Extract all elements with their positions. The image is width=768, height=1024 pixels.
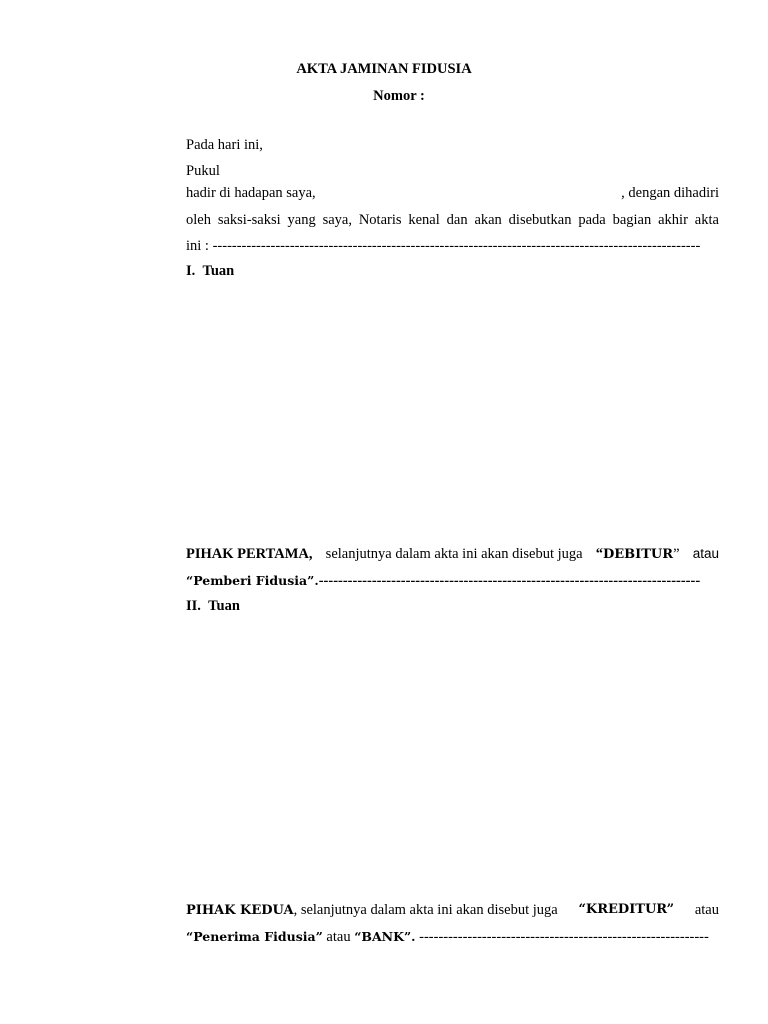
witness-word: Notaris	[358, 212, 402, 228]
party1-atau: atau	[692, 546, 719, 561]
party2-dashes: ------------------------------------------------------------	[419, 929, 709, 945]
witness-word: yang	[287, 212, 316, 228]
witness-word: oleh	[186, 212, 211, 228]
party1-heading-number: I.	[186, 263, 196, 279]
party2-text: , selanjutnya dalam akta ini akan disebut juga	[293, 902, 558, 918]
party1-alias-quote-close: ”	[673, 546, 680, 562]
party1-dashes: -------------------------------------------------------------------------------	[318, 573, 701, 589]
witness-word: dan	[446, 212, 468, 228]
party2-role: PIHAK KEDUA	[186, 903, 294, 918]
party1-heading-label: Tuan	[202, 263, 235, 279]
party2-atau: atau	[694, 902, 719, 918]
witness-word: saya,	[322, 212, 352, 228]
document-title: AKTA JAMINAN FIDUSIA	[296, 61, 472, 77]
document-number-label: Nomor :	[373, 88, 425, 104]
witness-word: akan	[474, 212, 502, 228]
party2-alias3: “BANK”.	[354, 929, 416, 944]
witness-word: bagian	[612, 212, 652, 228]
witness-word: disebutkan	[508, 212, 572, 228]
party1-alias2: “Pemberi Fidusia”.	[186, 573, 319, 588]
party2-alias2: “Penerima Fidusia”	[186, 929, 323, 944]
appearance-left-text: hadir di hadapan saya,	[186, 185, 316, 201]
witness-word: pada	[578, 212, 606, 228]
witness-word: kenal	[408, 212, 440, 228]
witness-word: akta	[694, 212, 719, 228]
appearance-right-text: , dengan dihadiri	[621, 185, 719, 201]
party2-role-wrap	[186, 901, 558, 920]
party1-text: selanjutnya dalam akta ini akan disebut juga	[325, 546, 583, 562]
witness-word: saksi-saksi	[217, 212, 281, 228]
party2-atau2: atau	[326, 929, 351, 945]
party1-alias2-line	[186, 572, 717, 590]
opening-witness-line	[186, 211, 719, 229]
party1-heading	[186, 262, 234, 280]
opening-day-line: Pada hari ini,	[186, 137, 263, 153]
party2-heading	[186, 597, 240, 615]
party2-alias: “KREDITUR”	[578, 902, 675, 917]
party1-description-line	[186, 545, 719, 564]
opening-time-line: Pukul	[186, 163, 220, 179]
opening-appearance-line	[186, 184, 719, 202]
party2-heading-label: Tuan	[208, 598, 240, 614]
party1-alias-wrap	[596, 545, 680, 564]
party2-alias-line	[186, 928, 716, 946]
opening-ini-dash-line: ini : -----------------------------------------------------------------------------------------------------	[186, 238, 701, 254]
party2-heading-number: II.	[186, 598, 201, 614]
party1-alias: DEBITUR	[603, 547, 674, 562]
party2-description-line	[186, 901, 719, 920]
witness-word: akhir	[658, 212, 688, 228]
party1-role: PIHAK PERTAMA,	[186, 546, 313, 562]
party1-alias-quote-open: “	[595, 546, 603, 562]
